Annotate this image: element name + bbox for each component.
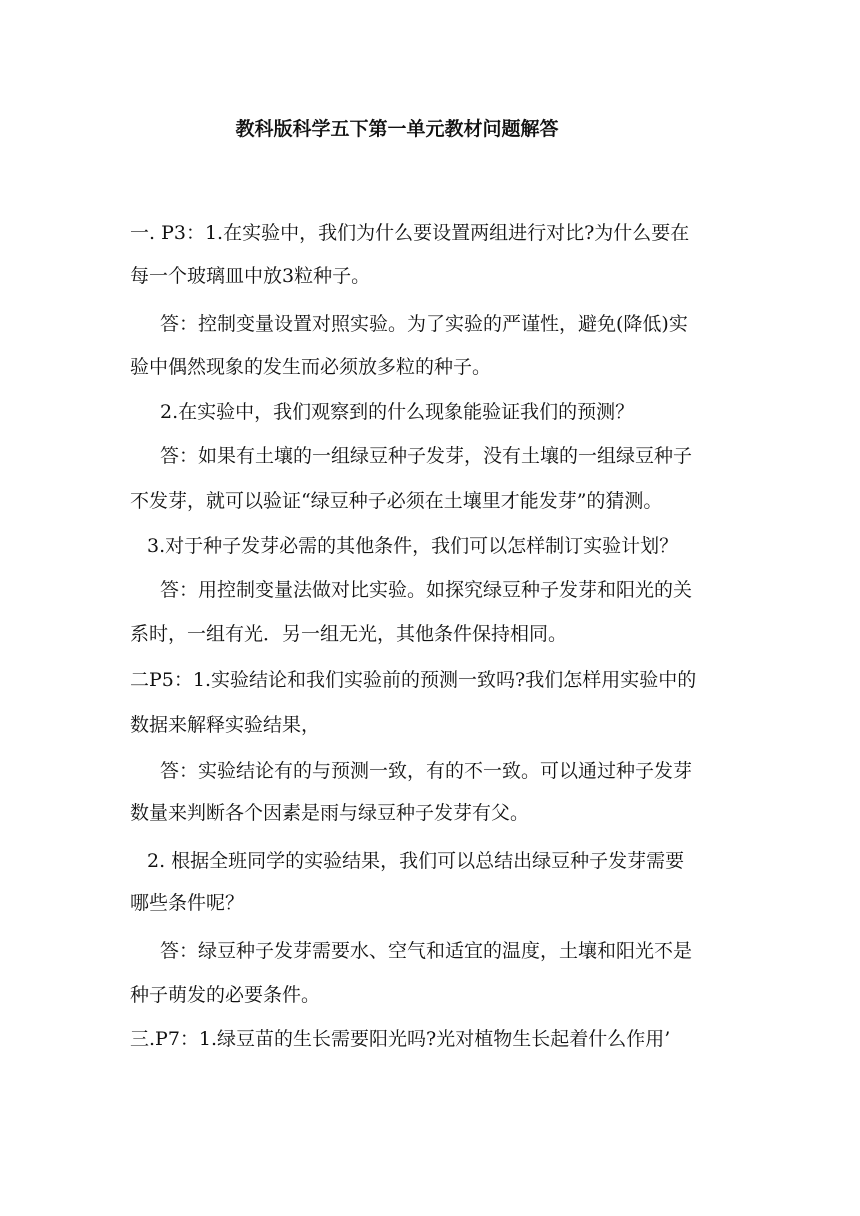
text-line: 哪些条件呢？ [130, 892, 245, 914]
text-line: 种子萌发的必要条件。 [130, 984, 321, 1006]
document-title: 教科版科学五下第一单元教材问题解答 [235, 118, 559, 140]
text-line: 二P5：1.实验结论和我们实验前的预测一致吗?我们怎样用实验中的 [130, 669, 697, 691]
text-line: 验中偶然现象的发生而必须放多粒的种子。 [130, 356, 492, 378]
text-line: 答：用控制变量法做对比实验。如探究绿豆种子发芽和阳光的关 [160, 579, 693, 601]
text-line: 不发芽，就可以验证“绿豆种子必须在土壤里才能发芽”的猜测。 [130, 490, 663, 512]
text-line: 数据来解释实验结果， [130, 714, 321, 736]
text-line: 每一个玻璃皿中放3粒种子。 [130, 265, 371, 287]
text-line: 2. 根据全班同学的实验结果，我们可以总结出绿豆种子发芽需要 [147, 850, 685, 872]
text-line: 2.在实验中，我们观察到的什么现象能验证我们的预测？ [160, 401, 635, 423]
text-line: 数量来判断各个因素是雨与绿豆种子发芽有父。 [130, 802, 530, 824]
text-line: 答：控制变量设置对照实验。为了实验的严谨性，避免(降低)实 [160, 313, 688, 335]
text-line: 系时，一组有光．另一组无光，其他条件保持相同。 [130, 623, 568, 645]
text-line: 答：绿豆种子发芽需要水、空气和适宜的温度，土壤和阳光不是 [160, 940, 693, 962]
text-line: 答：如果有土壤的一组绿豆种子发芽，没有土壤的一组绿豆种子 [160, 445, 693, 467]
text-line: 一. P3：1.在实验中，我们为什么要设置两组进行对比?为什么要在 [130, 222, 690, 244]
text-line: 3.对于种子发芽必需的其他条件，我们可以怎样制订实验计划？ [147, 535, 679, 557]
text-line: 答：实验结论有的与预测一致，有的不一致。可以通过种子发芽 [160, 760, 693, 782]
text-line: 三.P7：1.绿豆苗的生长需要阳光吗?光对植物生长起着什么作用’ [130, 1028, 671, 1050]
